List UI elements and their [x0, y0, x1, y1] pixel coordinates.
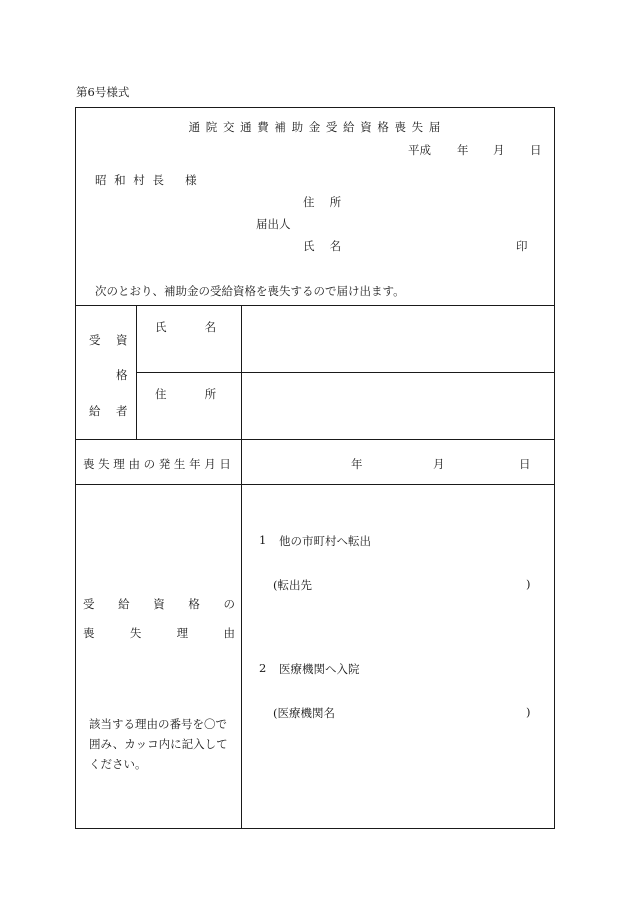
reason-instruction-line: 囲み、カッコ内に記入して — [89, 737, 228, 751]
reason-option-detail-label: (医療機関名 — [273, 706, 335, 720]
form-number: 第6号様式 — [76, 85, 130, 99]
date-year: 年 — [457, 143, 469, 157]
reason-option-text: 他の市町村へ転出 — [279, 534, 371, 548]
divider-header — [75, 305, 555, 306]
reason-instruction-line: ください。 — [89, 757, 147, 771]
reason-label-line2 — [83, 625, 235, 641]
recipient-name-value[interactable] — [252, 330, 547, 354]
reason-label-char: 由 — [223, 626, 235, 640]
recipient-name-label: 氏 名 — [155, 320, 217, 334]
reason-instruction-line: 該当する理由の番号を〇で — [89, 717, 227, 731]
reason-option-text: 医療機関へ入院 — [279, 662, 360, 676]
reason-option-number[interactable]: 1 — [259, 533, 267, 547]
recipient-label-char: 給 — [89, 404, 101, 418]
reason-label-char: 失 — [129, 626, 142, 640]
reason-label-char: 格 — [188, 597, 200, 611]
recipient-label-char: 者 — [116, 404, 128, 418]
date-era: 平成 — [408, 143, 431, 157]
reason-label-char: の — [223, 597, 235, 611]
divider-recipient-label — [136, 305, 137, 439]
date-month: 月 — [493, 143, 505, 157]
form-title: 通 院 交 通 費 補 助 金 受 給 資 格 喪 失 届 — [188, 120, 442, 134]
divider-recipient — [75, 439, 555, 440]
name-label: 氏 名 — [303, 239, 342, 253]
occurrence-day: 日 — [519, 457, 531, 471]
reason-option-number[interactable]: 2 — [259, 661, 267, 675]
divider-recipient-rows — [136, 372, 555, 373]
reason-label-char: 受 — [83, 597, 95, 611]
recipient-label-char: 資 — [116, 333, 128, 347]
address-label: 住 所 — [303, 195, 342, 209]
recipient-address-value[interactable] — [252, 397, 547, 421]
reason-label-char: 喪 — [83, 626, 95, 640]
statement: 次のとおり、補助金の受給資格を喪失するので届け出ます。 — [95, 284, 405, 298]
occurrence-label: 喪 失 理 由 の 発 生 年 月 日 — [83, 457, 231, 471]
occurrence-month: 月 — [433, 457, 445, 471]
reason-label-line1 — [83, 596, 235, 612]
recipient-label-char: 格 — [116, 368, 128, 382]
reason-option-detail-close: ) — [526, 577, 531, 591]
addressee: 昭 和 村 長 様 — [95, 173, 199, 187]
seal-mark: 印 — [516, 239, 528, 253]
recipient-address-label: 住 所 — [155, 387, 217, 401]
reason-label-char: 給 — [118, 597, 130, 611]
divider-main-column — [241, 305, 242, 829]
reason-option-detail-close: ) — [526, 705, 531, 719]
occurrence-year: 年 — [351, 457, 363, 471]
recipient-label-char: 受 — [89, 333, 101, 347]
reason-option-detail-label: (転出先 — [273, 578, 312, 592]
reason-label-char: 資 — [153, 597, 165, 611]
date-day: 日 — [530, 143, 542, 157]
divider-occurrence — [75, 484, 555, 485]
notifier-label: 届出人 — [256, 217, 291, 231]
reason-label-char: 理 — [176, 626, 189, 640]
